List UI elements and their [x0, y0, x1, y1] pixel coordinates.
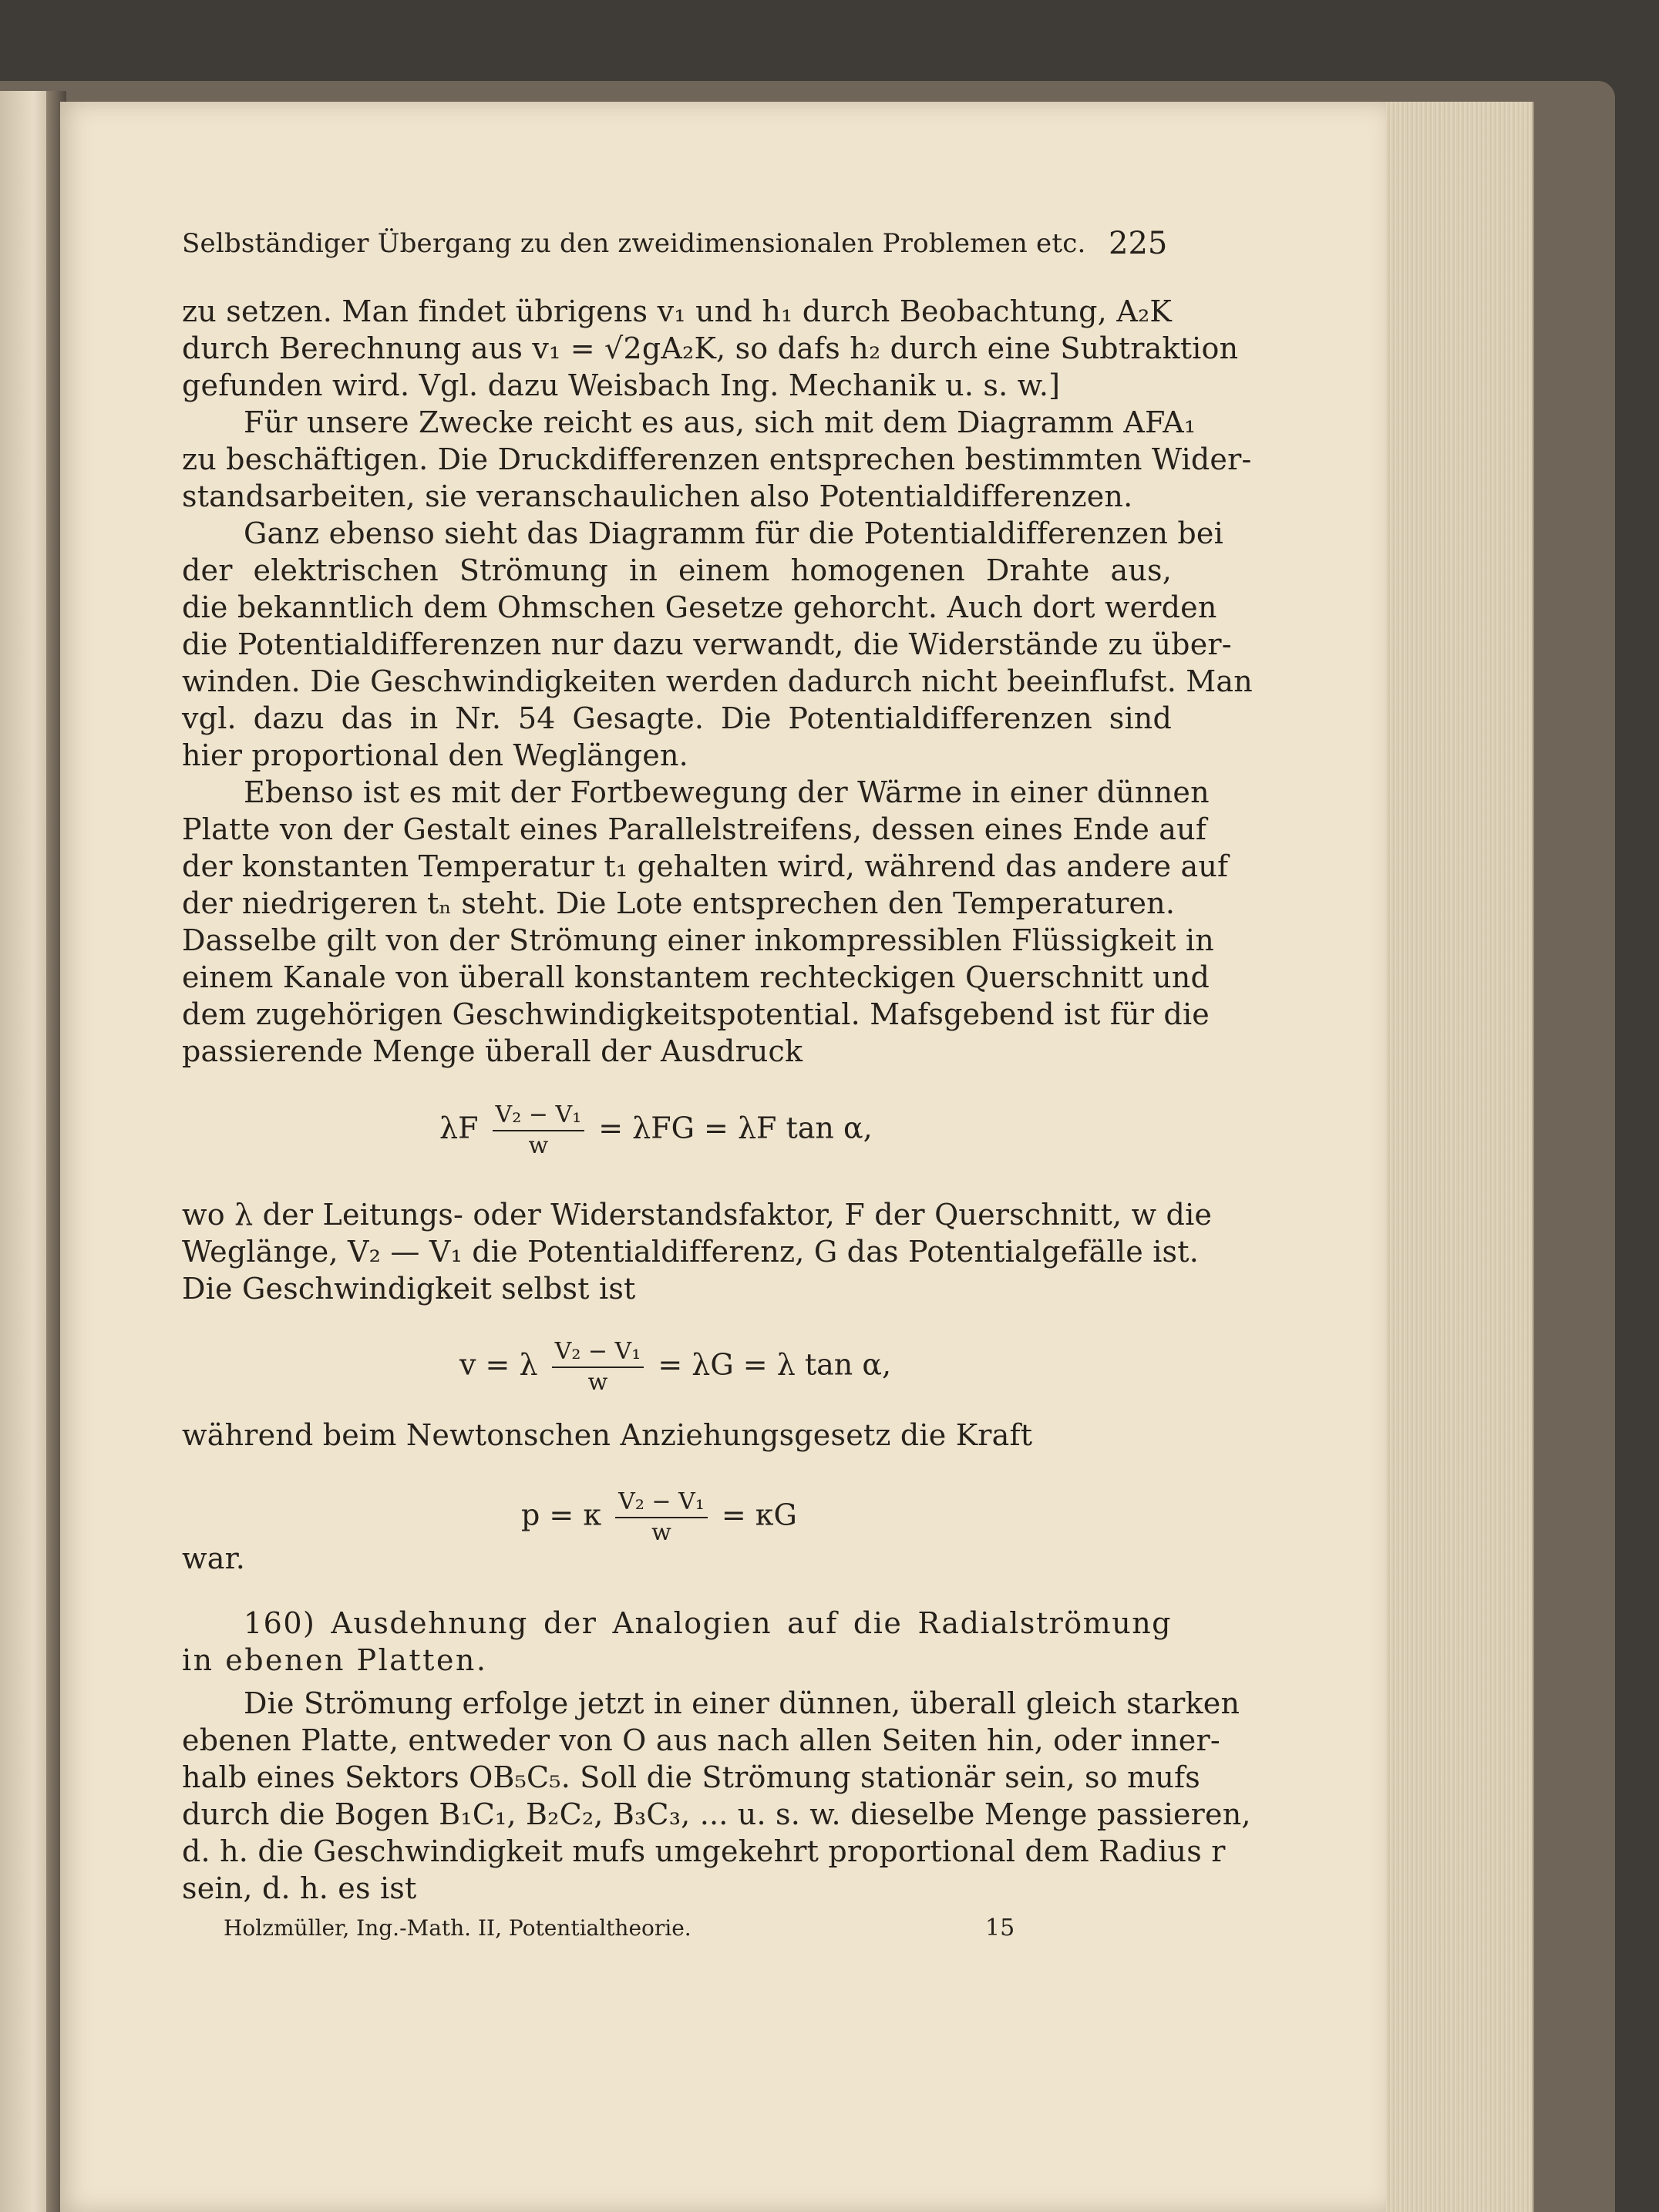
text-line: der niedrigeren tₙ steht. Die Lote entsprechen den Temperaturen. [182, 886, 1176, 920]
text-line: halb eines Sektors OB₅C₅. Soll die Strömung stationär sein, so mufs [182, 1760, 1200, 1794]
section-heading-160: 160) Ausdehnung der Analogien auf die Radialströmung [244, 1606, 1172, 1640]
text-line: hier proportional den Weglängen. [182, 738, 688, 772]
text-line: zu beschäftigen. Die Druckdifferenzen entsprechen bestimmten Wider- [182, 442, 1252, 476]
text-line: der elektrischen Strömung in einem homogenen Drahte aus, [182, 553, 1172, 587]
text-line: zu setzen. Man findet übrigens v₁ und h₁ durch Beobachtung, A₂K [182, 294, 1172, 328]
formula-right: = λFG = λF tan α, [598, 1111, 873, 1145]
fraction-denominator: w [587, 1369, 608, 1396]
text-line: Weglänge, V₂ — V₁ die Potentialdifferenz, G das Potentialgefälle ist. [182, 1235, 1200, 1269]
text-line: dem zugehörigen Geschwindigkeitspotential. Mafsgebend ist für die [182, 997, 1210, 1031]
text-line: war. [182, 1541, 246, 1575]
text-line: vgl. dazu das in Nr. 54 Gesagte. Die Potentialdifferenzen sind [182, 701, 1172, 735]
text-line: der konstanten Temperatur t₁ gehalten wird, während das andere auf [182, 849, 1229, 883]
formula-right: = λG = λ tan α, [658, 1347, 892, 1382]
text-line: Dasselbe gilt von der Strömung einer inkompressiblen Flüssigkeit in [182, 923, 1214, 957]
text-line: die Potentialdifferenzen nur dazu verwandt, die Widerstände zu über- [182, 627, 1232, 661]
text-line: Platte von der Gestalt eines Parallelstreifens, dessen eines Ende auf [182, 812, 1207, 846]
formula-menge [439, 1101, 873, 1161]
text-line: die bekanntlich dem Ohmschen Gesetze gehorcht. Auch dort werden [182, 590, 1217, 624]
text-line: passierende Menge überall der Ausdruck [182, 1034, 803, 1068]
paragraph-start-line: Ganz ebenso sieht das Diagramm für die Potentialdifferenzen bei [244, 516, 1223, 550]
fraction-numerator: V₂ − V₁ [615, 1488, 708, 1518]
footer-signature: Holzmüller, Ing.-Math. II, Potentialtheorie. [224, 1915, 692, 1941]
text-line: d. h. die Geschwindigkeit mufs umgekehrt proportional dem Radius r [182, 1834, 1226, 1868]
formula-left: λF [439, 1111, 479, 1145]
paragraph-start-line: Ebenso ist es mit der Fortbewegung der Wärme in einer dünnen [244, 775, 1210, 809]
fraction-numerator: V₂ − V₁ [552, 1337, 644, 1368]
text-line: durch die Bogen B₁C₁, B₂C₂, B₃C₃, ... u. s. w. dieselbe Menge passieren, [182, 1797, 1251, 1831]
formula-fraction [615, 1488, 708, 1548]
formula-geschwindigkeit [459, 1337, 891, 1397]
text-line: während beim Newtonschen Anziehungsgesetz die Kraft [182, 1418, 1033, 1452]
text-line: standsarbeiten, sie veranschaulichen also Potentialdifferenzen. [182, 479, 1133, 513]
formula-left: v = λ [459, 1347, 538, 1382]
text-line: durch Berechnung aus v₁ = √2gA₂K, so dafs h₂ durch eine Subtraktion [182, 331, 1239, 365]
fraction-denominator: w [528, 1132, 549, 1159]
formula-left: p = κ [521, 1498, 602, 1532]
text-line: Die Geschwindigkeit selbst ist [182, 1272, 636, 1306]
formula-right: = κG [721, 1498, 797, 1532]
formula-kraft [521, 1488, 797, 1548]
footer-sheet-number: 15 [985, 1914, 1015, 1941]
page-number: 225 [1109, 226, 1168, 261]
text-line: wo λ der Leitungs- oder Widerstandsfaktor, F der Querschnitt, w die [182, 1198, 1213, 1232]
text-line: gefunden wird. Vgl. dazu Weisbach Ing. Mechanik u. s. w.] [182, 368, 1061, 402]
running-head: Selbständiger Übergang zu den zweidimensionalen Problemen etc. [182, 228, 1086, 259]
formula-fraction [552, 1337, 644, 1397]
page-stack-edges [1378, 102, 1534, 2212]
text-line: ebenen Platte, entweder von O aus nach allen Seiten hin, oder inner- [182, 1723, 1220, 1757]
text-line: einem Kanale von überall konstantem rechteckigen Querschnitt und [182, 960, 1210, 994]
fraction-numerator: V₂ − V₁ [493, 1101, 585, 1131]
paragraph-start-line: Für unsere Zwecke reicht es aus, sich mit dem Diagramm AFA₁ [244, 405, 1196, 439]
text-line: sein, d. h. es ist [182, 1871, 417, 1905]
formula-fraction [493, 1101, 585, 1161]
paragraph-start-line: Die Strömung erfolge jetzt in einer dünnen, überall gleich starken [244, 1686, 1240, 1720]
section-heading-160-cont: in ebenen Platten. [182, 1643, 488, 1677]
fraction-denominator: w [651, 1519, 671, 1546]
text-line: winden. Die Geschwindigkeiten werden dadurch nicht beeinflufst. Man [182, 664, 1253, 698]
